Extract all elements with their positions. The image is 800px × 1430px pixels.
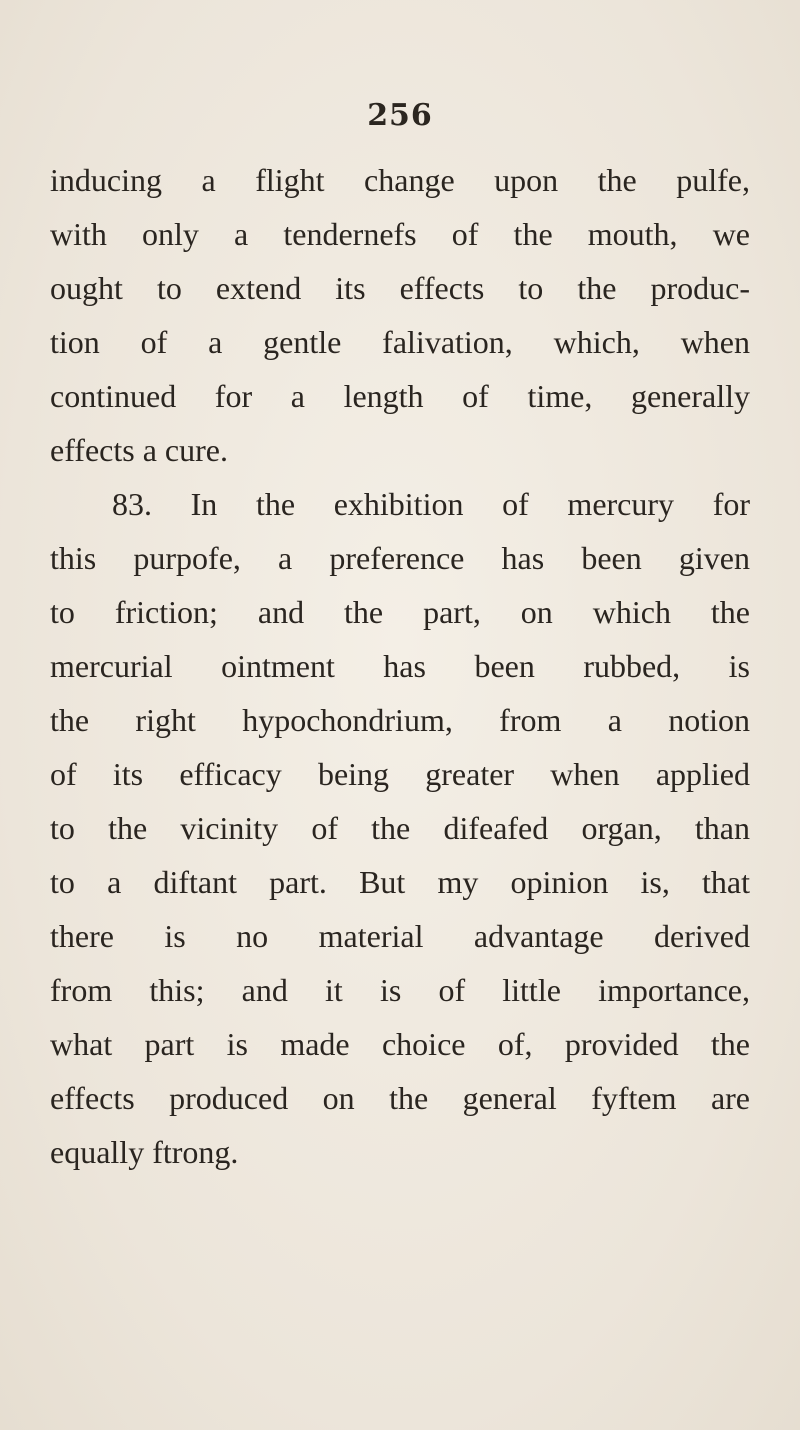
- text-line: tion of a gentle falivation, which, when: [50, 324, 750, 360]
- page-number: 256: [367, 98, 433, 133]
- text-line: of its efficacy being greater when applied: [50, 756, 750, 792]
- text-line: with only a tendernefs of the mouth, we: [50, 216, 750, 252]
- paragraph-start-line: 83. In the exhibition of mercury for: [112, 486, 750, 522]
- text-line: this purpofe, a preference has been given: [50, 540, 750, 576]
- text-line: the right hypochondrium, from a notion: [50, 702, 750, 738]
- text-line: effects produced on the general fyftem are: [50, 1080, 750, 1116]
- text-line: mercurial ointment has been rubbed, is: [50, 648, 750, 684]
- text-line: to the vicinity of the difeafed organ, than: [50, 810, 750, 846]
- text-line: from this; and it is of little importance,: [50, 972, 750, 1008]
- text-line: ought to extend its effects to the produc-: [50, 270, 750, 306]
- text-line: equally ftrong.: [50, 1134, 239, 1170]
- text-line: continued for a length of time, generally: [50, 378, 750, 414]
- text-line: to friction; and the part, on which the: [50, 594, 750, 630]
- text-line: what part is made choice of, provided the: [50, 1026, 750, 1062]
- text-line: to a diftant part. But my opinion is, that: [50, 864, 750, 900]
- text-line: there is no material advantage derived: [50, 918, 750, 954]
- text-line: effects a cure.: [50, 432, 228, 468]
- text-line: inducing a flight change upon the pulfe,: [50, 162, 750, 198]
